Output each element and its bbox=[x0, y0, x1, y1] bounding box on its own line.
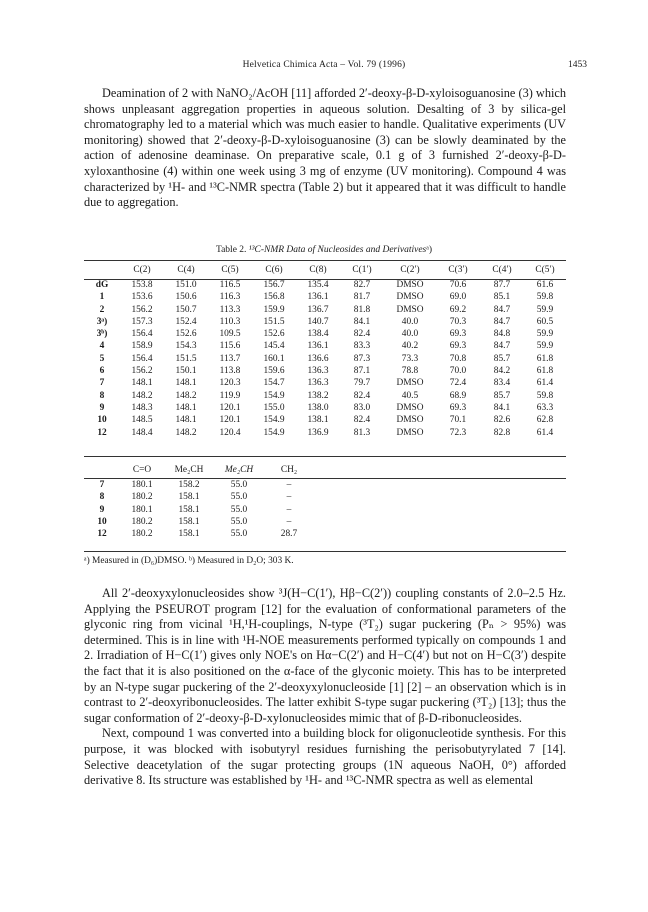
compound-id-cell: 7 bbox=[99, 378, 105, 389]
table-cell: 154.9 bbox=[263, 415, 285, 426]
header-cell: Me₂CH bbox=[224, 465, 254, 475]
header-cell: C(4′) bbox=[492, 265, 512, 275]
table-cell: 136.3 bbox=[307, 366, 329, 377]
table-cell: 120.4 bbox=[219, 427, 241, 438]
table-header-rule bbox=[84, 279, 566, 280]
table-row bbox=[84, 528, 314, 540]
compound-id-cell: 10 bbox=[97, 516, 107, 527]
table-caption bbox=[0, 245, 648, 255]
table-cell: 116.3 bbox=[219, 292, 241, 303]
table-cell: 61.8 bbox=[536, 353, 554, 364]
table-cell: 85.7 bbox=[493, 353, 511, 364]
table-caption-mark: ᵃ) bbox=[426, 245, 433, 255]
table-cell: 63.3 bbox=[536, 402, 554, 413]
compound-id-cell: 5 bbox=[99, 353, 105, 364]
table-caption-prefix: Table 2. bbox=[215, 245, 249, 255]
header-cell: C(4) bbox=[177, 265, 195, 275]
table-cell: 136.1 bbox=[307, 341, 329, 352]
table-row bbox=[84, 353, 566, 365]
table-cell: 148.5 bbox=[131, 415, 153, 426]
table-cell: 82.4 bbox=[353, 415, 371, 426]
table-cell: 70.0 bbox=[449, 366, 467, 377]
table-row bbox=[84, 414, 566, 426]
table-cell: 160.1 bbox=[263, 353, 285, 364]
header-cell: C(5) bbox=[221, 265, 239, 275]
table-cell: 55.0 bbox=[230, 529, 248, 540]
table-cell: 69.3 bbox=[449, 402, 467, 413]
nmr-table-main bbox=[84, 262, 566, 439]
table-cell: 59.8 bbox=[536, 292, 554, 303]
header-cell: CH₂ bbox=[280, 465, 298, 475]
compound-id-cell: 4 bbox=[99, 341, 105, 352]
table-cell: 60.5 bbox=[536, 316, 554, 327]
page-number: 1453 bbox=[568, 60, 587, 70]
table-cell: 62.8 bbox=[536, 415, 554, 426]
compound-id-cell: 8 bbox=[99, 390, 105, 401]
table-cell: 72.3 bbox=[449, 427, 467, 438]
table-cell: 120.1 bbox=[219, 402, 241, 413]
table-row bbox=[84, 340, 566, 352]
table-row bbox=[84, 516, 314, 528]
compound-id-cell: 12 bbox=[97, 427, 107, 438]
table-cell: 138.2 bbox=[307, 390, 329, 401]
paragraph-text: All 2′-deoxyxylonucleosides show ³J(H−C(1′), Hβ−C(2′)) coupling constants of 2.0–2.5 Hz. Applying the PSEUROT program [12] for the evaluation of conformational parameters of the glyconic ring from vicinal ¹H,¹H-couplings, N-type (³T₂) sugar puckering (Pₙ > 95%) was determined. This is in line with ¹H-NOE measurements performed typically on compounds 1 and 2. Irradiation of H−C(1′) gives only NOE's on Hα−C(2′) and H−C(4′) but not on H−C(3′) despite the fact that it is also positioned on the α-face of the glyconic moiety. This has to be interpreted by an N-type sugar puckering of the 2′-deoxyxylonucleoside [1] [2] – an observation which is in contrast to 2′-deoxyribonucleosides. The latter exhibit S-type sugar puckering (³T₂) [13]; thus the sugar conformation of 2′-deoxy-β-D-xylonucleosides mimic that of β-D-ribonucleosides. bbox=[84, 586, 566, 725]
table-cell: 82.6 bbox=[493, 415, 511, 426]
table-cell: – bbox=[286, 516, 292, 527]
table-cell: 84.7 bbox=[493, 341, 511, 352]
table-cell: 84.1 bbox=[353, 316, 371, 327]
header-cell: C(6) bbox=[265, 265, 283, 275]
table-cell: 55.0 bbox=[230, 480, 248, 490]
table-cell: 79.7 bbox=[353, 378, 371, 389]
table-cell: 55.0 bbox=[230, 516, 248, 527]
header-cell: C=O bbox=[132, 465, 152, 475]
table-cell: 154.7 bbox=[263, 378, 285, 389]
table-cell: 82.4 bbox=[353, 329, 371, 340]
table-cell: 82.8 bbox=[493, 427, 511, 438]
table-cell: 152.6 bbox=[263, 329, 285, 340]
compound-id-cell: dG bbox=[95, 280, 109, 290]
table-cell: 70.8 bbox=[449, 353, 467, 364]
table-cell: 151.5 bbox=[175, 353, 197, 364]
table-row bbox=[84, 377, 566, 389]
table-row bbox=[84, 328, 566, 340]
table-cell: 69.3 bbox=[449, 341, 467, 352]
table-cell: 116.5 bbox=[219, 280, 241, 290]
journal-running-title: Helvetica Chimica Acta – Vol. 79 (1996) bbox=[242, 60, 406, 70]
table-cell: 154.9 bbox=[263, 427, 285, 438]
table-cell: 138.1 bbox=[307, 415, 329, 426]
table-cell: 40.2 bbox=[401, 341, 419, 352]
table-cell: 152.4 bbox=[175, 316, 197, 327]
paragraph-text: Deamination of 2 with NaNO₂/AcOH [11] afforded 2′-deoxy-β-D-xyloisoguanosine (3) which shows unpleasant aggregation properties in aqueous solution. Desalting of 3 by silica-gel chromatography led to a material which was much easier to handle. Qualitative experiments (UV monitoring) showed that 2′-deoxy-β-D-xyloisoguanosine (3) can be slowly deaminated by the action of adenosine deaminase. On preparative scale, 0.1 g of 3 furnished 2′-deoxy-β-D-xyloxanthosine (4) within one week using 3 mg of enzyme (UV monitoring). Compound 4 was characterized by ¹H- and ¹³C-NMR spectra (Table 2) but it appeared that it was difficult to handle due to aggregation. bbox=[84, 86, 566, 210]
paragraph-text: Next, compound 1 was converted into a building block for oligonucleotide synthesis. For this purpose, it was blocked with isobutyryl residues furnishing the perisobutyrylated 7 [14]. Selective deacetylation of the sugar protecting groups (1N aqueous NaOH, 0°) afforded derivative 8. Its structure was established by ¹H- and ¹³C-NMR spectra as well as elemental bbox=[84, 726, 566, 788]
table-cell: 148.2 bbox=[131, 390, 153, 401]
table-cell: 159.9 bbox=[263, 304, 285, 315]
table-cell: 73.3 bbox=[401, 353, 419, 364]
table-cell: DMSO bbox=[396, 280, 424, 290]
table-row bbox=[84, 479, 314, 491]
table2-header-rule bbox=[84, 478, 566, 479]
table-cell: 120.3 bbox=[219, 378, 241, 389]
table-cell: 69.3 bbox=[449, 329, 467, 340]
table-cell: 59.9 bbox=[536, 304, 554, 315]
table-cell: 156.2 bbox=[131, 366, 153, 377]
nmr-table-isobutyryl bbox=[84, 462, 314, 540]
table-cell: 59.9 bbox=[536, 341, 554, 352]
table-cell: 113.8 bbox=[219, 366, 241, 377]
table-cell: 151.5 bbox=[263, 316, 285, 327]
table-cell: 135.4 bbox=[307, 280, 329, 290]
table-cell: 115.6 bbox=[219, 341, 241, 352]
table-cell: 110.3 bbox=[219, 316, 241, 327]
table-cell: 145.4 bbox=[263, 341, 285, 352]
table-cell: 153.6 bbox=[131, 292, 153, 303]
table-cell: 109.5 bbox=[219, 329, 241, 340]
table-cell: 55.0 bbox=[230, 504, 248, 515]
table-cell: 61.6 bbox=[536, 280, 554, 290]
compound-id-cell: 7 bbox=[99, 480, 105, 490]
table-cell: 136.3 bbox=[307, 378, 329, 389]
table-footnote: ᵃ) Measured in (D₆)DMSO. ᵇ) Measured in D₂O; 303 K. bbox=[84, 556, 294, 566]
header-cell: C(1′) bbox=[352, 265, 372, 275]
table-cell: 180.1 bbox=[131, 480, 153, 490]
table-cell: 78.8 bbox=[401, 366, 419, 377]
table-cell: 81.3 bbox=[353, 427, 371, 438]
table-cell: 82.4 bbox=[353, 390, 371, 401]
table-cell: 40.0 bbox=[401, 329, 419, 340]
table-cell: 81.7 bbox=[353, 292, 371, 303]
table-cell: 148.1 bbox=[175, 415, 197, 426]
table-row bbox=[84, 365, 566, 377]
header-cell: C(2) bbox=[133, 265, 151, 275]
table-cell: 81.8 bbox=[353, 304, 371, 315]
table-cell: – bbox=[286, 504, 292, 515]
table-cell: 180.1 bbox=[131, 504, 153, 515]
paragraph-conformation bbox=[84, 586, 566, 789]
table-cell: 84.7 bbox=[493, 316, 511, 327]
header-cell: C(5′) bbox=[535, 265, 555, 275]
table-cell: 85.7 bbox=[493, 390, 511, 401]
table-row bbox=[84, 427, 566, 439]
table-cell: 59.8 bbox=[536, 390, 554, 401]
table-cell: 83.3 bbox=[353, 341, 371, 352]
table-cell: 156.8 bbox=[263, 292, 285, 303]
table-cell: 158.1 bbox=[178, 529, 200, 540]
table-cell: 180.2 bbox=[131, 529, 153, 540]
table-row bbox=[84, 504, 314, 516]
header-cell: C(3′) bbox=[448, 265, 468, 275]
table-cell: 180.2 bbox=[131, 492, 153, 503]
paragraph-deamination bbox=[84, 86, 566, 211]
compound-id-cell: 2 bbox=[99, 304, 105, 315]
table-cell: 148.2 bbox=[175, 390, 197, 401]
table-top-rule bbox=[84, 260, 566, 261]
header-cell: C(2′) bbox=[400, 265, 420, 275]
header-cell: Me₂CH bbox=[174, 465, 204, 475]
compound-id-cell: 6 bbox=[99, 366, 105, 377]
table-cell: DMSO bbox=[396, 415, 424, 426]
table-cell: 158.1 bbox=[178, 504, 200, 515]
table-cell: 156.4 bbox=[131, 329, 153, 340]
table-row bbox=[84, 316, 566, 328]
header-cell: C(8) bbox=[309, 265, 327, 275]
table-cell: 70.1 bbox=[449, 415, 467, 426]
table-cell: 138.4 bbox=[307, 329, 329, 340]
compound-id-cell: 10 bbox=[97, 415, 107, 426]
table-cell: 156.7 bbox=[263, 280, 285, 290]
table-cell: 83.0 bbox=[353, 402, 371, 413]
table-cell: DMSO bbox=[396, 378, 424, 389]
table-cell: 84.7 bbox=[493, 304, 511, 315]
table-cell: – bbox=[286, 480, 292, 490]
table-cell: 154.9 bbox=[263, 390, 285, 401]
table-cell: 148.1 bbox=[175, 378, 197, 389]
table-cell: 148.2 bbox=[175, 427, 197, 438]
table-row bbox=[84, 390, 566, 402]
table-cell: 61.4 bbox=[536, 427, 554, 438]
table-cell: 69.0 bbox=[449, 292, 467, 303]
compound-id-cell: 8 bbox=[99, 492, 105, 503]
table-cell: 158.1 bbox=[178, 492, 200, 503]
table-cell: 150.7 bbox=[175, 304, 197, 315]
table-cell: 150.6 bbox=[175, 292, 197, 303]
table-cell: 152.6 bbox=[175, 329, 197, 340]
table-caption-title: ¹³C-NMR Data of Nucleosides and Derivatives bbox=[248, 245, 427, 255]
table-cell: 70.6 bbox=[449, 280, 467, 290]
table-cell: 153.8 bbox=[131, 280, 153, 290]
table-cell: DMSO bbox=[396, 304, 424, 315]
table-cell: 119.9 bbox=[219, 390, 241, 401]
table-cell: 150.1 bbox=[175, 366, 197, 377]
compound-id-cell: 3ᵃ) bbox=[96, 316, 108, 327]
table-cell: 157.3 bbox=[131, 316, 153, 327]
table-cell: 84.1 bbox=[493, 402, 511, 413]
compound-id-cell: 9 bbox=[99, 402, 105, 413]
table-cell: 136.9 bbox=[307, 427, 329, 438]
table-cell: 59.9 bbox=[536, 329, 554, 340]
compound-id-cell: 9 bbox=[99, 504, 105, 515]
table-cell: 85.1 bbox=[493, 292, 511, 303]
table-row bbox=[84, 491, 314, 503]
compound-id-cell: 3ᵇ) bbox=[96, 329, 108, 340]
table-cell: 61.8 bbox=[536, 366, 554, 377]
table-cell: 84.8 bbox=[493, 329, 511, 340]
table-cell: 113.3 bbox=[219, 304, 241, 315]
table-cell: 151.0 bbox=[175, 280, 197, 290]
table-cell: 154.3 bbox=[175, 341, 197, 352]
table-cell: 158.2 bbox=[178, 480, 200, 490]
table-row bbox=[84, 291, 566, 303]
table-cell: 136.1 bbox=[307, 292, 329, 303]
table-cell: DMSO bbox=[396, 402, 424, 413]
table-cell: 180.2 bbox=[131, 516, 153, 527]
table-cell: 28.7 bbox=[280, 529, 298, 540]
table-cell: 148.3 bbox=[131, 402, 153, 413]
table-cell: 87.3 bbox=[353, 353, 371, 364]
table-cell: 136.6 bbox=[307, 353, 329, 364]
table-cell: 148.1 bbox=[131, 378, 153, 389]
page-header bbox=[0, 60, 648, 74]
table-cell: 136.7 bbox=[307, 304, 329, 315]
compound-id-cell: 1 bbox=[99, 292, 105, 303]
table-header-row bbox=[84, 262, 566, 279]
table-row bbox=[84, 402, 566, 414]
table-cell: 158.9 bbox=[131, 341, 153, 352]
table-cell: 148.1 bbox=[175, 402, 197, 413]
table-cell: 156.4 bbox=[131, 353, 153, 364]
table-cell: 40.0 bbox=[401, 316, 419, 327]
compound-id-cell: 12 bbox=[97, 529, 107, 540]
table-cell: 82.7 bbox=[353, 280, 371, 290]
table-bottom-rule bbox=[84, 551, 566, 552]
table-cell: 84.2 bbox=[493, 366, 511, 377]
table-cell: 113.7 bbox=[219, 353, 241, 364]
header-cell bbox=[84, 262, 120, 279]
table-cell: 72.4 bbox=[449, 378, 467, 389]
table-cell: 120.1 bbox=[219, 415, 241, 426]
table-row bbox=[84, 279, 566, 291]
header-cell bbox=[84, 462, 120, 479]
table-cell: DMSO bbox=[396, 427, 424, 438]
table-cell: 155.0 bbox=[263, 402, 285, 413]
table-cell: 83.4 bbox=[493, 378, 511, 389]
table-cell: DMSO bbox=[396, 292, 424, 303]
table-cell: 61.4 bbox=[536, 378, 554, 389]
table-mid-rule bbox=[84, 456, 566, 457]
table-row bbox=[84, 304, 566, 316]
table-cell: 158.1 bbox=[178, 516, 200, 527]
table-header-row bbox=[84, 462, 314, 479]
table-cell: 138.0 bbox=[307, 402, 329, 413]
table-cell: 40.5 bbox=[401, 390, 419, 401]
table-cell: 70.3 bbox=[449, 316, 467, 327]
table-cell: 68.9 bbox=[449, 390, 467, 401]
table-cell: 69.2 bbox=[449, 304, 467, 315]
table-cell: 87.7 bbox=[493, 280, 511, 290]
table-cell: 140.7 bbox=[307, 316, 329, 327]
table-cell: 55.0 bbox=[230, 492, 248, 503]
table-cell: 148.4 bbox=[131, 427, 153, 438]
table-cell: – bbox=[286, 492, 292, 503]
table-cell: 87.1 bbox=[353, 366, 371, 377]
table-cell: 156.2 bbox=[131, 304, 153, 315]
table-cell: 159.6 bbox=[263, 366, 285, 377]
